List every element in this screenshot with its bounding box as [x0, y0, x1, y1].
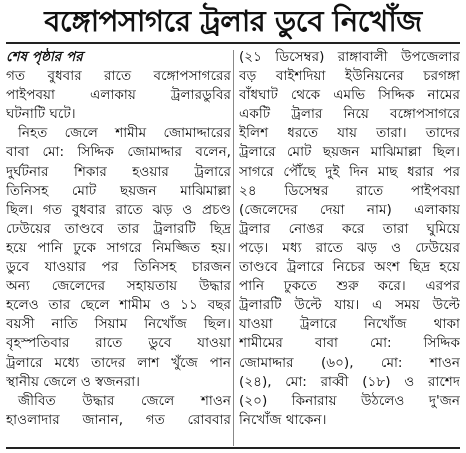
- right-column: [239, 48, 460, 430]
- left-column: [6, 48, 231, 430]
- text-line: একটি ট্রলার নিয়ে বঙ্গোপসাগরে: [239, 106, 460, 123]
- text-line: পড়ে। মধ্য রাতে ঝড় ও ঢেউয়ের: [239, 239, 460, 256]
- headline-rule: [6, 42, 460, 44]
- text-line: গত বুধবার রাতে বঙ্গোপসাগরের: [6, 68, 231, 85]
- text-line: নিহত জেলে শামীম জোমাদ্দারের: [18, 125, 231, 142]
- text-line: সাগরে পৌঁছে দুই দিন মাছ ধরার পর: [239, 163, 460, 180]
- text-line: দুর্ঘটনার শিকার হওয়ার ট্রলারে: [6, 163, 231, 180]
- text-line: শামীমের বাবা মো: সিদ্দিক: [239, 335, 460, 352]
- text-line: ২৪ ডিসেম্বর রাতে পাইপবয়া: [239, 182, 460, 199]
- text-line: বড় বাইশদিয়া ইউনিয়নের চরগঙ্গা: [239, 68, 460, 85]
- text-line: (জেলেদের দেয়া নাম) এলাকায়: [239, 201, 460, 218]
- text-line: হলেও তার ছেলে শামীম ও ১১ বছর: [6, 297, 231, 314]
- text-line: ঢেউয়ের তাণ্ডবে তার ট্রলারটি ছিদ্র: [6, 220, 231, 237]
- text-line: তিনিসহ মোট ছয়জন মাঝিমাল্লা: [6, 182, 231, 199]
- text-line: বৃহস্পতিবার রাতে ডুবে যাওয়া: [6, 335, 231, 352]
- bottom-rule: [6, 447, 460, 449]
- text-line: নিখোঁজ থাকেন।: [239, 411, 327, 428]
- headline: বঙ্গোপসাগরে ট্রলার ডুবে নিখোঁজ: [44, 4, 422, 38]
- text-line: ঘটনাটি ঘটে।: [6, 106, 76, 123]
- text-line: তাণ্ডবে ট্রলারে নিচের অংশ ছিদ্র হয়ে: [239, 259, 460, 276]
- text-line: জোমাদ্দার (৬০), মো: শাওন: [239, 354, 460, 371]
- text-line: পানি ঢুকতে শুরু করে। এরপর: [239, 278, 460, 295]
- text-line: ট্রলারে মধ্যে তাদের লাশ খুঁজে পান: [6, 354, 231, 371]
- text-line: ট্রলারে মোট ছয়জন মাঝিমাল্লা ছিল।: [239, 144, 460, 161]
- text-line: বয়সী নাতি সিয়াম নিখোঁজ ছিল।: [6, 316, 231, 333]
- continued-from-kicker: শেষ পৃষ্ঠার পর: [6, 49, 83, 65]
- text-line: বাবা মো: সিদ্দিক জোমাদ্দার বলেন,: [6, 144, 231, 161]
- text-line: হাওলাদার জানান, গত রোববার: [6, 411, 231, 428]
- text-line: (২৪), মো: রাব্বী (১৮) ও রাশেদ: [239, 373, 460, 390]
- text-line: বাঁধঘাট থেকে এমভি সিদ্দিক নামের: [239, 87, 460, 104]
- text-line: হয়ে পানি ঢুকে সাগরে নিমজ্জিত হয়।: [6, 239, 231, 256]
- text-line: ট্রলারটি উল্টে যায়। এ সময় উল্টে: [239, 297, 460, 314]
- text-line: (২১ ডিসেম্বর) রাঙ্গাবালী উপজেলার: [239, 49, 460, 65]
- text-line: স্থানীয় জেলে ও স্বজনরা।: [6, 373, 141, 390]
- text-line: অন্য জেলেদের সহায়তায় উদ্ধার: [6, 278, 231, 295]
- text-line: পাইপবয়া এলাকায় ট্রলারডুবির: [6, 87, 231, 104]
- text-line: ছিল। গত বুধবার রাতে ঝড় ও প্রচণ্ড: [6, 201, 231, 218]
- text-line: ট্রলার নোঙর করে তারা ঘুমিয়ে: [239, 220, 460, 237]
- text-line: যাওয়া ট্রলারে নিখোঁজ থাকা: [239, 316, 460, 333]
- text-line: জীবিত উদ্ধার জেলে শাওন: [18, 392, 231, 409]
- text-line: ডুবে যাওয়ার পর তিনিসহ চারজন: [6, 259, 231, 276]
- text-line: (২০) কিনারায় উঠলেও দু'জন: [239, 392, 460, 409]
- text-line: ইলিশ ধরতে যায় তারা। তাদের: [239, 125, 460, 142]
- column-divider: [233, 50, 234, 446]
